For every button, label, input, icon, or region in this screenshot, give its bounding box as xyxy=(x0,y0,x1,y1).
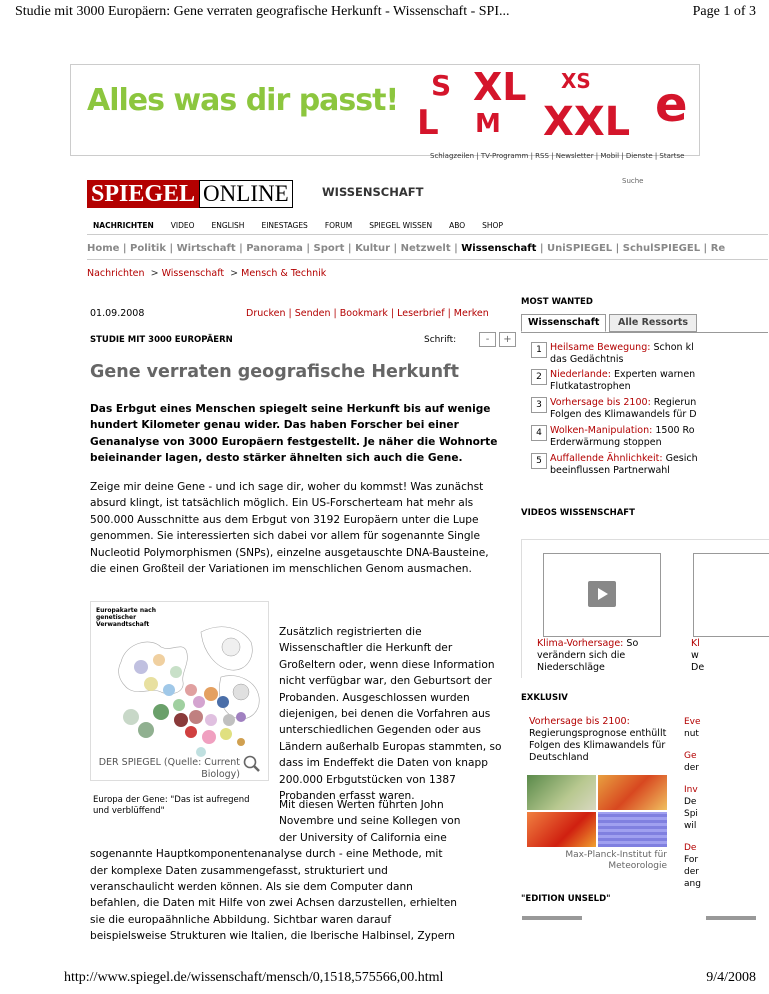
ad-size-m: M xyxy=(475,109,501,139)
most-wanted-title[interactable]: Auffallende Ähnlichkeit: xyxy=(550,453,663,464)
most-wanted-item[interactable] xyxy=(530,397,768,423)
paragraph-3-line: Mit diesen Werten führten John xyxy=(279,799,444,811)
exklusiv-title[interactable]: Vorhersage bis 2100: xyxy=(529,716,630,727)
article-paragraph-2: Zusätzlich registrierten die Wissenschaftler die Herkunft der Großeltern oder, wenn diese Information nicht verfügbar war, den Geburtsort der Probanden. Ausgeschlossen wurden diejenigen, bei denen die Vorfahren aus unterschiedlichen Gegenden oder aus Ländern außerhalb Europas stammten, so dass im Endeffekt die Daten von knapp 200.000 Erbgutstücken von 1387 Probanden erfasst waren. xyxy=(279,626,502,803)
video-2-text-fragment: De xyxy=(691,662,705,673)
ressort-nav-links[interactable]: Home | Politik | Wirtschaft | Panorama | Sport | Kultur | Netzwelt | xyxy=(87,243,462,254)
article-tools[interactable]: Drucken | Senden | Bookmark | Leserbrief | Merken xyxy=(246,308,489,319)
service-links[interactable]: Schlagzeilen | TV-Programm | RSS | Newsletter | Mobil | Dienste | Startse xyxy=(430,152,685,160)
climate-map-3 xyxy=(527,812,596,847)
climate-map-2 xyxy=(598,775,667,810)
top-nav-video[interactable]: VIDEO xyxy=(170,221,195,230)
most-wanted-item[interactable] xyxy=(530,453,768,479)
article-date: 01.09.2008 xyxy=(90,308,145,319)
ad-slogan: Alles was dir passt! xyxy=(87,83,399,118)
side-fragment[interactable]: Ge xyxy=(684,751,697,761)
logo-spiegel: SPIEGEL xyxy=(87,180,199,208)
top-nav-shop[interactable]: SHOP xyxy=(482,221,503,230)
font-size-control xyxy=(424,332,516,347)
most-wanted-title[interactable]: Niederlande: xyxy=(550,369,611,380)
video-caption-2[interactable] xyxy=(691,638,704,674)
video-thumbnail[interactable] xyxy=(543,553,661,637)
font-size-label: Schrift: xyxy=(424,335,457,345)
videos-heading: VIDEOS WISSENSCHAFT xyxy=(521,508,635,518)
article-headline: Gene verraten geografische Herkunft xyxy=(90,362,460,382)
breadcrumb xyxy=(87,268,326,279)
most-wanted-title[interactable]: Heilsame Bewegung: xyxy=(550,342,651,353)
ad-size-xl: XL xyxy=(473,65,527,109)
rank-badge: 2 xyxy=(531,369,547,385)
paragraph-3-line: beispielsweise Strukturen wie Italien, die Iberische Halbinsel, Zypern xyxy=(90,930,455,943)
figure-credit: DER SPIEGEL (Quelle: Current Biology) xyxy=(98,757,240,780)
section-title: WISSENSCHAFT xyxy=(322,185,424,199)
ad-size-l: L xyxy=(417,103,439,143)
side-fragment: Spi xyxy=(684,809,698,819)
most-wanted-heading: MOST WANTED xyxy=(521,297,593,307)
video-thumbnail-2[interactable] xyxy=(693,553,769,637)
paragraph-3-line: veranschaulicht werden können. Als sie dem Computer dann xyxy=(90,881,413,894)
most-wanted-tabs xyxy=(521,314,768,333)
most-wanted-text: Erderwärmung stoppen xyxy=(550,437,662,448)
video-2-text-fragment: w xyxy=(691,650,699,661)
paragraph-3-line: Novembre und seine Kollegen von xyxy=(279,815,461,828)
nav-divider xyxy=(87,234,768,235)
exklusiv-side-column[interactable] xyxy=(684,716,768,890)
climate-maps-image[interactable] xyxy=(527,775,667,847)
figure-map[interactable] xyxy=(90,601,269,781)
spiegel-online-logo[interactable] xyxy=(87,180,293,208)
figure-caption: Europa der Gene: "Das ist aufregend und verblüffend" xyxy=(93,795,250,816)
print-page-number: Page 1 of 3 xyxy=(692,4,756,19)
paragraph-3-line: der komplexe Daten zusammengefasst, strukturiert und xyxy=(90,864,388,877)
exklusiv-heading: EXKLUSIV xyxy=(521,693,568,703)
ad-size-s: S xyxy=(431,69,452,102)
edition-image-top-2 xyxy=(706,916,756,920)
exklusiv-image-credit: Max-Planck-Institut für Meteorologie xyxy=(565,850,667,871)
article-lead: Das Erbgut eines Menschen spiegelt seine Herkunft bis auf wenige hundert Kilometer genau wider. Das haben Forscher bei einer Genanalyse von 3000 Europäern festgestellt. Je näher die Wohnorte beieinander lagen, desto stärker ähnelten sich auch die Gene. xyxy=(90,403,498,465)
rank-badge: 4 xyxy=(531,425,547,441)
article-paragraph-3 xyxy=(90,797,506,943)
paragraph-3-line: sogenannte Hauptkomponentenanalyse durch - eine Methode, mit xyxy=(90,848,443,861)
ad-brand-letter: e xyxy=(655,77,688,133)
side-fragment: De xyxy=(684,797,697,807)
ressort-nav[interactable] xyxy=(87,243,768,254)
most-wanted-text: beeinflussen Partnerwahl xyxy=(550,465,670,476)
most-wanted-item[interactable] xyxy=(530,369,768,395)
print-title: Studie mit 3000 Europäern: Gene verraten geografische Herkunft - Wissenschaft - SPI... xyxy=(15,4,510,19)
most-wanted-text: Flutkatastrophen xyxy=(550,381,631,392)
search-label[interactable]: Suche xyxy=(622,177,644,185)
most-wanted-text: Gesich xyxy=(662,453,698,464)
side-fragment[interactable]: Eve xyxy=(684,717,701,727)
side-fragment: der xyxy=(684,763,699,773)
top-nav-nachrichten[interactable]: NACHRICHTEN xyxy=(93,221,154,230)
article-paragraph-1: Zeige mir deine Gene - und ich sage dir, woher du kommst! Was zunächst absurd klingt, ist tatsächlich möglich. Ein US-Forscherteam hat mehr als 500.000 Ausschnitte aus dem Erbgut von 3192 Europäern unter die Lupe genommen. Sie interessierten sich dabei vor allem für sogenannte Single Nucleotid Polymorphismen (SNPs), einzelne ausgetauschte DNA-Bausteine, die einen Großteil der Variationen im menschlichen Genom ausmachen. xyxy=(90,481,489,576)
paragraph-3-line: der University of California eine xyxy=(279,831,447,844)
paragraph-3-line: sie die europaähnliche Abbildung. Sichtbar waren darauf xyxy=(90,913,392,926)
side-fragment[interactable]: Inv xyxy=(684,785,698,795)
video-2-title-fragment[interactable]: Kl xyxy=(691,638,700,649)
most-wanted-title[interactable]: Wolken-Manipulation: xyxy=(550,425,653,436)
most-wanted-item[interactable] xyxy=(530,342,768,368)
ressort-nav-active[interactable]: Wissenschaft xyxy=(461,243,537,254)
most-wanted-title[interactable]: Vorhersage bis 2100: xyxy=(550,397,651,408)
top-nav-forum[interactable]: FORUM xyxy=(324,221,353,230)
breadcrumb-separator: > xyxy=(147,268,162,279)
video-caption-1[interactable] xyxy=(537,638,662,674)
print-url: http://www.spiegel.de/wissenschaft/mensch/0,1518,575566,00.html xyxy=(64,970,444,985)
ad-banner[interactable] xyxy=(70,64,700,156)
article-kicker: STUDIE MIT 3000 EUROPÄERN xyxy=(90,335,233,345)
climate-map-4 xyxy=(598,812,667,847)
rank-badge: 1 xyxy=(531,342,547,358)
ad-size-xxl: XXL xyxy=(543,99,631,145)
side-fragment[interactable]: De xyxy=(684,843,697,853)
exklusiv-text: Regierungsprognose enthüllt Folgen des Klimawandels für Deutschland xyxy=(529,728,667,763)
top-nav-abo[interactable]: ABO xyxy=(449,221,466,230)
most-wanted-item[interactable] xyxy=(530,425,768,451)
side-fragment: nut xyxy=(684,729,699,739)
top-nav xyxy=(93,221,520,230)
breadcrumb-wissenschaft[interactable]: Wissenschaft xyxy=(161,268,225,279)
most-wanted-text: Regierun xyxy=(650,397,697,408)
most-wanted-text: Schon kl xyxy=(650,342,694,353)
font-decrease-button[interactable]: - xyxy=(479,332,496,347)
breadcrumb-mensch-technik[interactable]: Mensch & Technik xyxy=(241,268,327,279)
most-wanted-text: Folgen des Klimawandels für D xyxy=(550,409,697,420)
top-nav-english[interactable]: ENGLISH xyxy=(211,221,245,230)
side-fragment: For xyxy=(684,855,699,865)
logo-online: ONLINE xyxy=(199,180,293,208)
rank-badge: 3 xyxy=(531,397,547,413)
tab-alle-ressorts[interactable]: Alle Ressorts xyxy=(609,314,697,332)
breadcrumb-nachrichten[interactable]: Nachrichten xyxy=(87,268,145,279)
top-nav-spiegel-wissen[interactable]: SPIEGEL WISSEN xyxy=(369,221,433,230)
edition-image-top xyxy=(522,916,582,920)
edition-heading: "EDITION UNSELD" xyxy=(521,894,611,904)
ad-size-xs: XS xyxy=(561,69,591,93)
europe-genetic-map xyxy=(91,602,268,780)
side-fragment: der xyxy=(684,867,699,877)
map-title: Europakarte nach genetischer Verwandtschaft xyxy=(96,607,156,628)
paragraph-3-line: befahlen, die Daten mit Hilfe von zwei Achsen darzustellen, erhielten xyxy=(90,897,457,910)
video-text: So verändern sich die Niederschläge xyxy=(537,638,639,673)
video-title[interactable]: Klima-Vorhersage: xyxy=(537,638,624,649)
font-increase-button[interactable]: + xyxy=(499,332,516,347)
most-wanted-text: das Gedächtnis xyxy=(550,354,624,365)
most-wanted-text: 1500 Ro xyxy=(652,425,695,436)
top-nav-einestages[interactable]: EINESTAGES xyxy=(261,221,308,230)
breadcrumb-separator: > xyxy=(227,268,242,279)
most-wanted-text: Experten warnen xyxy=(610,369,696,380)
magnifier-icon[interactable] xyxy=(243,755,261,773)
rank-badge: 5 xyxy=(531,453,547,469)
play-icon[interactable] xyxy=(588,581,616,607)
ressort-nav-links-rest[interactable]: | UniSPIEGEL | SchulSPIEGEL | Re xyxy=(536,243,726,254)
ressort-divider xyxy=(87,259,768,260)
exklusiv-teaser[interactable] xyxy=(529,716,669,764)
tab-wissenschaft[interactable]: Wissenschaft xyxy=(521,314,606,332)
side-fragment: ang xyxy=(684,879,701,889)
print-date: 9/4/2008 xyxy=(706,970,756,985)
side-fragment: wil xyxy=(684,821,697,831)
climate-map-1 xyxy=(527,775,596,810)
